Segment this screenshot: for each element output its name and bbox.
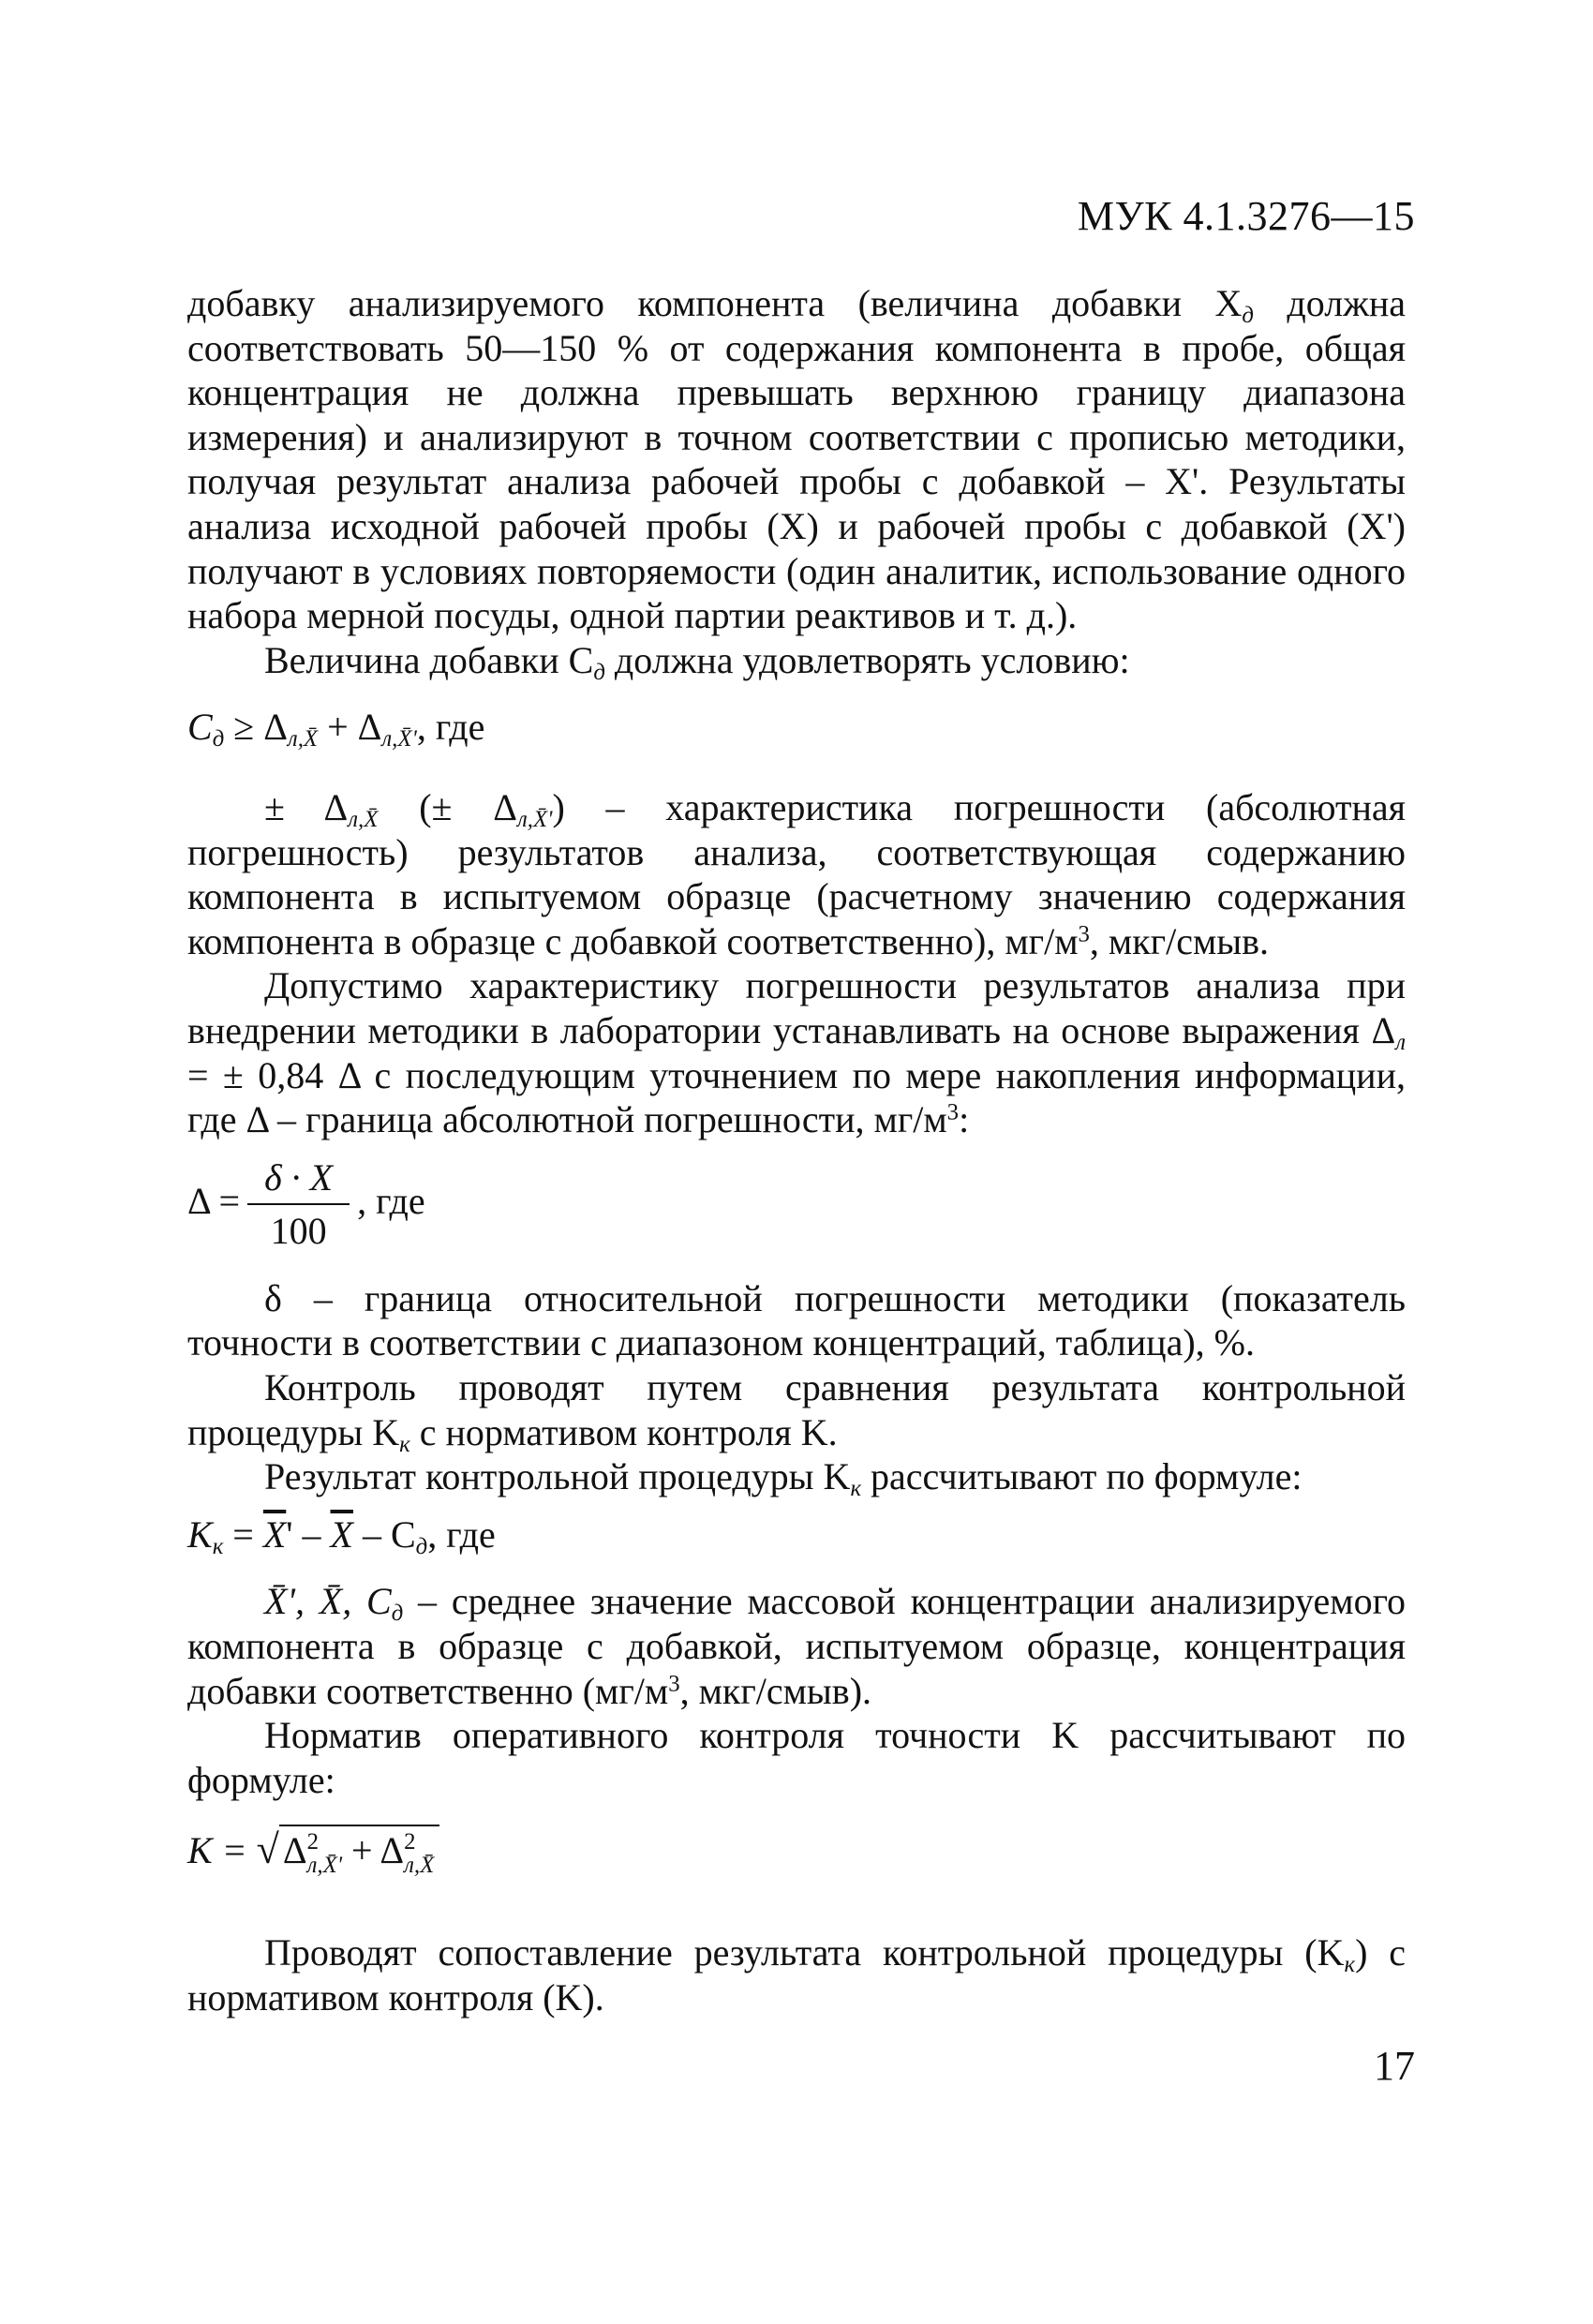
definition-error-characteristic: ± $\Delta_{л,X̄}$ (± $\Delta_{л,X̄'}$) – характеристика погрешности (абсолютная погрешность) результатов анализа, соответствующая содержанию компонента в испытуемом образце (расчетному значению содержания компонента в образце с добавкой соответственно), $мг/м^3$, мкг/смыв. <box>187 785 1407 962</box>
formula-control-standard: K = √ Δ 2 л,X̄' + Δ 2 л,X̄ <box>187 1825 1406 1878</box>
paragraph-error-estimation: Допустимо характеристику погрешности результатов анализа при внедрении методики в лаборатории устанавливать на основе выражения $\Delta_л$ = ± 0,84 Δ с последующим уточнением по мере накопления информации, где Δ – граница абсолютной погрешности, $мг/м^3$: <box>187 964 1406 1141</box>
page-number: 17 <box>1374 2043 1415 2089</box>
definition-relative-error: δ – граница относительной погрешности методики (показатель точности в соответствии с диапазоном концентраций, таблица), %. <box>187 1276 1406 1364</box>
paragraph-addition-condition: Величина добавки $C_д$ должна удовлетворять условию: <box>264 638 1130 685</box>
document-code: МУК 4.1.3276—15 <box>1077 193 1415 239</box>
formula-absolute-error: Δ = $\frac{\delta \cdot X}{100}$ , где <box>187 1155 425 1253</box>
paragraph-comparison: Проводят сопоставление результата контрольной процедуры $(K_к)$ с нормативом контроля (K). <box>187 1931 1407 2019</box>
square-root: √ Δ 2 л,X̄' + Δ 2 л,X̄ <box>257 1825 440 1878</box>
paragraph-control-standard: Норматив оперативного контроля точности K рассчитывают по формуле: <box>187 1714 1406 1801</box>
paragraph-control-comparison: Контроль проводят путем сравнения результата контрольной процедуры $K_к$ с нормативом контроля K. <box>187 1366 1406 1457</box>
fraction: $\frac{\delta \cdot X}{100}$ <box>247 1155 350 1254</box>
definition-mean-values: X̄', X̄, $C_д$ – среднее значение массовой концентрации анализируемого компонента в образце с добавкой, испытуемом образце, концентрация добавки соответственно ($мг/м^3$, мкг/смыв). <box>187 1580 1406 1712</box>
page-body <box>187 281 1406 2019</box>
paragraph-sample-addition: добавку анализируемого компонента (величина добавки $X_д$ должна соответствовать 50—150 % от содержания компонента в пробе, общая концентрация не должна превышать верхнюю границу диапазона измерения) и анализируют в точном соответствии с прописью методики, получая результат анализа рабочей пробы с добавкой – X'. Результаты анализа исходной рабочей пробы (X) и рабочей пробы с добавкой (X') получают в условиях повторяемости (один аналитик, использование одного набора мерной посуды, одной партии реактивов и т. д.). <box>187 282 1407 637</box>
formula-control-result: $K_к = \overline{X}' - \overline{X} - C_д$, где <box>187 1512 496 1559</box>
paragraph-control-result: Результат контрольной процедуры $K_к$ рассчитывают по формуле: <box>264 1455 1303 1502</box>
formula-addition-condition: $C_д \ge \Delta_{л,X̄} + \Delta_{л,X̄'}$, где <box>187 706 485 752</box>
